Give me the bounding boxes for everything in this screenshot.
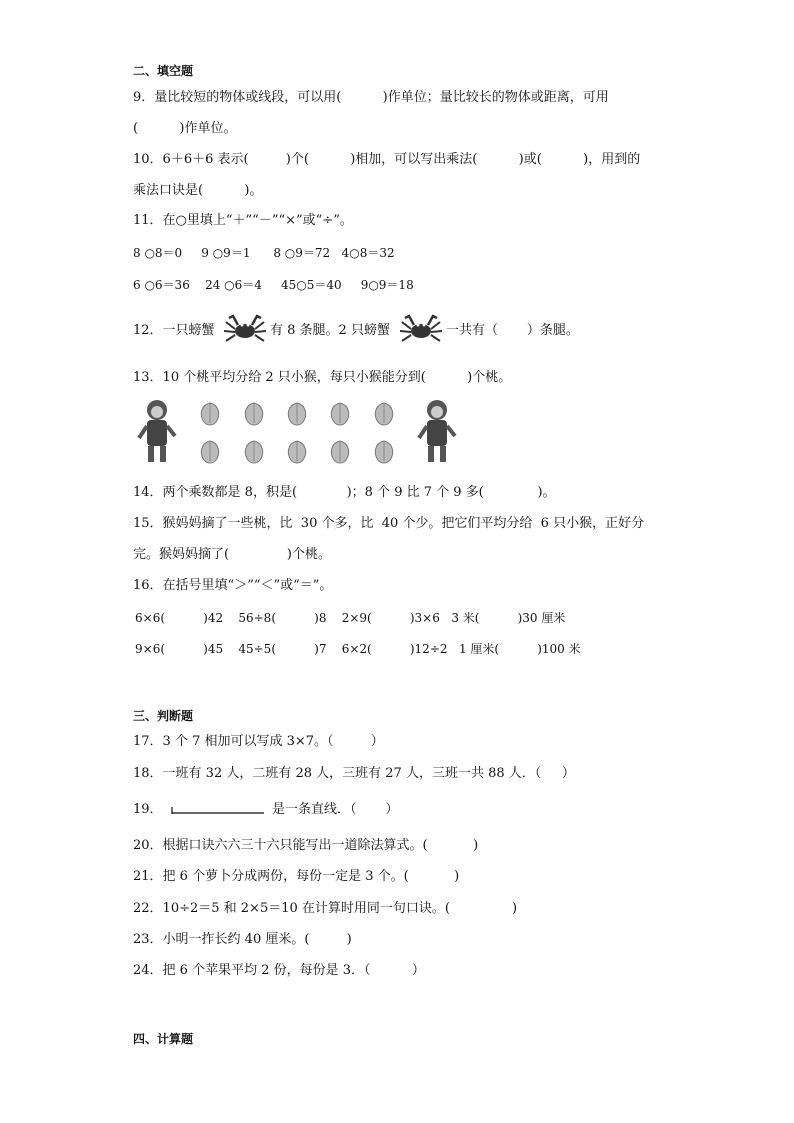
peach-icon	[241, 399, 267, 427]
question-19-text: 是一条直线．（ ）	[272, 802, 399, 817]
question-16-row2: 9×6( )45 45÷5( )7 6×2( )12÷2 1 厘米( )100 米	[135, 642, 581, 656]
question-10-line1: 10．6＋6＋6 表示( )个( )相加，可以写出乘法( )或( )，用到的	[133, 152, 641, 167]
line-segment-icon	[170, 804, 266, 816]
section-title-true-false: 三、判断题	[133, 709, 194, 723]
peach-icon	[284, 437, 310, 465]
peach-icon	[241, 437, 267, 465]
question-19-number: 19．	[133, 802, 163, 817]
peach-icon	[371, 437, 397, 465]
section-title-fill-in: 二、填空题	[133, 64, 194, 78]
question-16-row1: 6×6( )42 56÷8( )8 2×9( )3×6 3 米( )30 厘米	[135, 611, 566, 625]
peach-icon	[327, 437, 353, 465]
section-title-calculation: 四、计算题	[133, 1032, 194, 1046]
question-17: 17．3 个 7 相加可以写成 3×7。（ ）	[133, 734, 384, 749]
question-11-row2: 6 ○6＝36 24 ○6＝4 45○5＝40 9○9＝18	[133, 278, 414, 292]
question-15-line2: 完。猴妈妈摘了( )个桃。	[133, 547, 331, 562]
question-21: 21．把 6 个萝卜分成两份，每份一定是 3 个。( )	[133, 869, 460, 884]
question-15-line1: 15．猴妈妈摘了一些桃，比 30 个多，比 40 个少。把它们平均分给 6 只小猴，正好分	[133, 516, 645, 531]
peach-icon	[284, 399, 310, 427]
question-13: 13．10 个桃平均分给 2 只小猴，每只小猴能分到( )个桃。	[133, 370, 512, 385]
question-12-part3: 一共有（ ）条腿。	[446, 323, 579, 338]
crab-icon	[222, 312, 268, 348]
question-20: 20．根据口诀六六三十六只能写出一道除法算式。( )	[133, 838, 479, 853]
question-18: 18．一班有 32 人，二班有 28 人，三班有 27 人，三班一共 88 人．（ ）	[133, 766, 575, 781]
question-9-line2: ( )作单位。	[133, 121, 237, 136]
question-24: 24．把 6 个苹果平均 2 份，每份是 3．（ ）	[133, 963, 425, 978]
question-11-row1: 8 ○8＝0 9 ○9＝1 8 ○9＝72 4○8＝32	[133, 246, 395, 260]
crab-icon	[398, 312, 444, 348]
peach-icon	[197, 399, 223, 427]
question-14: 14．两个乘数都是 8，积是( )；8 个 9 比 7 个 9 多( )。	[133, 485, 556, 500]
question-9-line1: 9．量比较短的物体或线段，可以用( )作单位；量比较长的物体或距离，可用	[133, 90, 609, 105]
question-12-part2: 有 8 条腿。2 只螃蟹	[270, 323, 390, 338]
question-22: 22．10÷2＝5 和 2×5＝10 在计算时用同一句口诀。( )	[133, 901, 518, 916]
question-10-line2: 乘法口诀是( )。	[133, 183, 263, 198]
peach-icon	[327, 399, 353, 427]
question-11: 11．在○里填上“＋”“－”“×”或“÷”。	[133, 213, 353, 228]
question-16: 16．在括号里填“＞”“＜”或“＝”。	[133, 578, 333, 593]
monkey-icon	[136, 396, 178, 466]
question-23: 23．小明一拃长约 40 厘米。( )	[133, 932, 352, 947]
question-12-part1: 12．一只螃蟹	[133, 323, 215, 338]
peach-icon	[371, 399, 397, 427]
monkey-icon	[416, 396, 458, 466]
peach-icon	[197, 437, 223, 465]
